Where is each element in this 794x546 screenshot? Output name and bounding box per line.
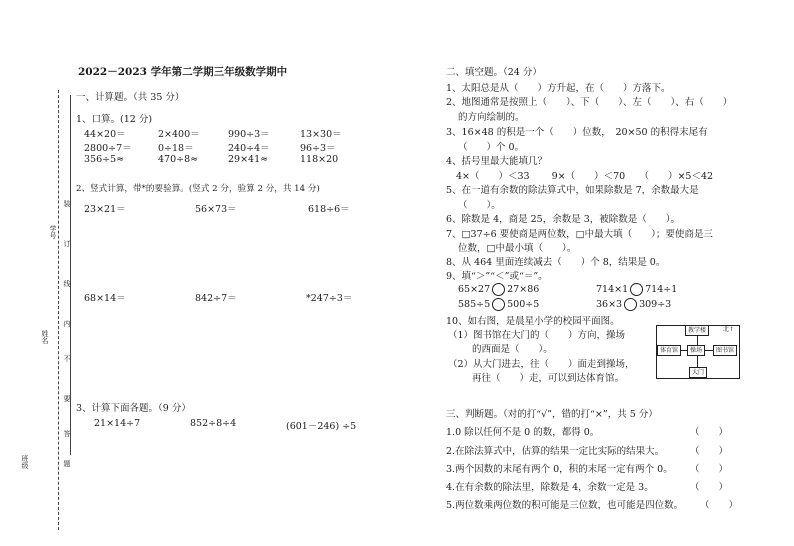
section-2-heading: 二、填空题。（24 分） (446, 67, 542, 78)
fill-line: 6、除数是 4，商是 25，余数是 3，被除数是（ ）。 (446, 214, 681, 225)
q10-line: 的西面是（ ）。 (472, 344, 553, 355)
q10-heading: 10、如右图，是晨星小学的校园平面图。 (446, 316, 620, 327)
fill-line: （ ）个 0。 (458, 142, 525, 153)
vertical-item: 23×21＝ (84, 204, 126, 215)
vertical-item: *247÷3＝ (306, 293, 353, 304)
binding-line (58, 90, 59, 530)
section-3-heading: 三、判断题。（对的打“√”，错的打“×”，共 5 分） (446, 409, 658, 420)
vertical-item: 618÷6＝ (308, 204, 350, 215)
fill-line: （ ）。 (458, 200, 501, 211)
fill-line: 的方向绘制的。 (458, 112, 525, 123)
q2-heading: 2、竖式计算，带*的要验算。(竖式 2 分，验算 2 分，共 14 分) (76, 184, 320, 194)
oral-item: 118×20 (300, 154, 339, 165)
map-north-arrow: 北↑ (723, 326, 735, 333)
class-label: 班级 (21, 455, 29, 469)
map-library: 图书馆 (713, 345, 737, 356)
q10-line: （2）从大门进去，往（ ）面走到操场， (448, 359, 635, 370)
judge-answer[interactable]: （ ） (690, 427, 729, 438)
binding-mark: 内 (63, 320, 71, 327)
oral-item: 2800÷7＝ (84, 143, 132, 154)
fill-line: 位数，□中最小填（ ）。 (458, 243, 577, 254)
fill-line: 2、地图通常是按照上（ ）、下（ ）、左（ ）、右（ ） (446, 97, 733, 108)
judge-item: 3.两个因数的末尾有两个 0，积的末尾一定有两个 0。 (446, 464, 673, 475)
oral-item: 356÷5≈ (84, 154, 125, 165)
fill-line: 1、太阳总是从（ ）方升起，在（ ）方落下。 (446, 83, 671, 94)
fill-line: 3、16×48 的积是一个（ ）位数， 20×50 的积得末尾有 (446, 127, 708, 138)
compare-right: 309÷3 (639, 299, 672, 310)
fill-line: 4、括号里最大能填几？ (446, 156, 548, 167)
judge-answer[interactable]: （ ） (690, 464, 729, 475)
vertical-item: 68×14＝ (84, 293, 126, 304)
q10-line: 再往（ ）走，可以到达体育馆。 (472, 373, 625, 384)
binding-mark: 答 (63, 430, 71, 437)
compare-row (596, 283, 677, 296)
compare-row (458, 283, 539, 296)
calc-item: 852÷8÷4 (190, 418, 237, 429)
compare-circle[interactable] (492, 283, 505, 296)
judge-item: 2.在除法算式中，估算的结果一定比实际的结果大。 (446, 446, 665, 457)
compare-right: 27×86 (507, 284, 540, 295)
fill-line: 7、□37÷6 要使商是两位数，□中最大填（ ）；要使商是三 (446, 229, 713, 240)
fill-line: 4×（ ）＜33 9×（ ）＜70 （ ）×5＜42 (456, 171, 714, 182)
compare-right: 500÷5 (507, 299, 540, 310)
binding-mark: 要 (63, 395, 71, 402)
oral-item: 240÷4＝ (228, 143, 270, 154)
compare-left: 36×3 (596, 299, 623, 310)
oral-item: 29×41≈ (228, 154, 269, 165)
compare-circle[interactable] (624, 298, 637, 311)
q10-line: （1）图书馆在大门的（ ）方向，操场 (448, 330, 626, 341)
judge-answer[interactable]: （ ） (690, 446, 729, 457)
vertical-item: 842÷7＝ (195, 293, 237, 304)
map-gate: 大门 (689, 367, 707, 378)
oral-item: 470÷8≈ (158, 154, 199, 165)
compare-circle[interactable] (492, 298, 505, 311)
vertical-item: 56×73＝ (195, 204, 237, 215)
judge-answer[interactable]: （ ） (700, 500, 739, 511)
judge-item: 1.0 除以任何不是 0 的数，都得 0。 (446, 427, 600, 438)
judge-item: 4.在有余数的除法里，除数是 4，余数一定是 3。 (446, 482, 654, 493)
compare-left: 65×27 (458, 284, 491, 295)
judge-item: 5.两位数乘两位数的积可能是三位数，也可能是四位数。 (446, 500, 684, 511)
binding-mark: 装 (63, 200, 71, 207)
judge-answer[interactable]: （ ） (690, 482, 729, 493)
fill-line: 9、填“＞”“＜”或“＝”。 (446, 271, 548, 282)
section-1-heading: 一、计算题。（共 35 分） (76, 92, 185, 103)
binding-mark: 不 (63, 355, 71, 362)
map-playground: 操场 (687, 345, 705, 356)
compare-left: 585÷5 (458, 299, 491, 310)
map-teaching-building: 教学楼 (685, 325, 709, 336)
student-number-label: 学号 (49, 225, 57, 239)
oral-item: 44×20＝ (84, 129, 126, 140)
calc-item: 21×14÷7 (94, 418, 141, 429)
compare-right: 714÷1 (645, 284, 678, 295)
binding-mark: 订 (63, 240, 71, 247)
name-label: 姓名 (41, 330, 49, 344)
q3-heading: 3、计算下面各题。（9 分） (76, 403, 191, 414)
oral-item: 990÷3＝ (228, 129, 270, 140)
oral-item: 13×30＝ (300, 129, 342, 140)
oral-item: 96÷3＝ (300, 143, 336, 154)
compare-circle[interactable] (630, 283, 643, 296)
compare-row (458, 298, 539, 311)
q1-heading: 1、口算。(12 分) (76, 114, 153, 125)
oral-item: 2×400＝ (158, 129, 200, 140)
oral-item: 0÷18＝ (158, 143, 194, 154)
compare-row (596, 298, 671, 311)
fill-line: 5、在一道有余数的除法算式中，如果除数是 7，余数最大是 (446, 185, 699, 196)
calc-item: (601－246) ÷5 (286, 421, 357, 432)
campus-map (656, 325, 740, 379)
binding-mark: 线 (63, 280, 71, 287)
map-gym: 体育馆 (657, 345, 681, 356)
compare-left: 714×1 (596, 284, 629, 295)
exam-title: 2022－2023 学年第二学期三年级数学期中 (78, 66, 288, 78)
fill-line: 8、从 464 里面连续减去（ ）个 8，结果是 0。 (446, 257, 666, 268)
binding-mark: 题 (63, 460, 71, 467)
